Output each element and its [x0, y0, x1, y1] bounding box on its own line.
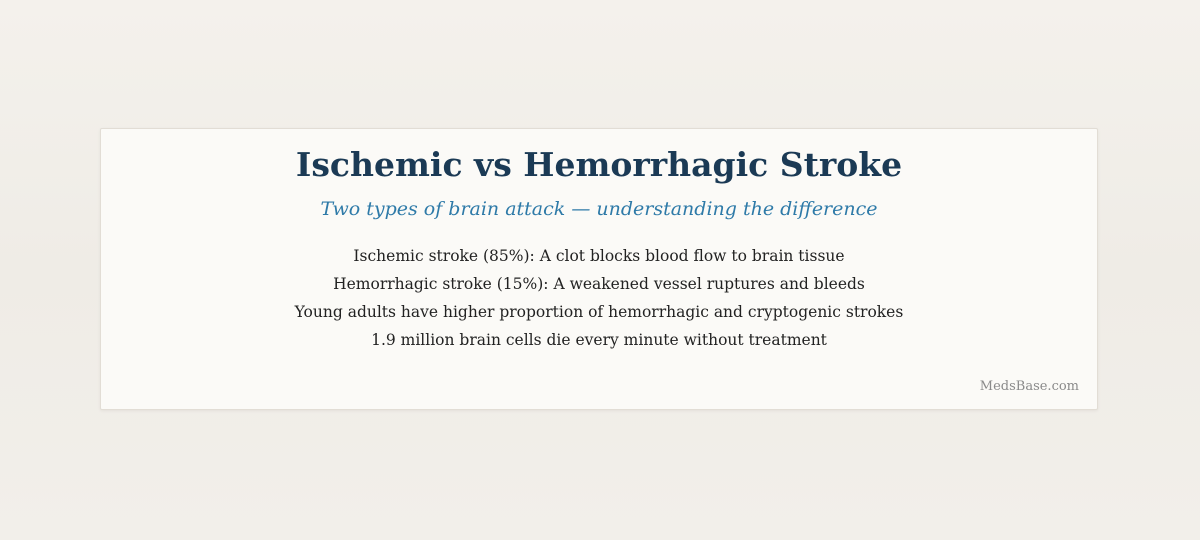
- card-title: Ischemic vs Hemorrhagic Stroke: [295, 145, 903, 184]
- card-subtitle: Two types of brain attack — understanding the difference: [320, 198, 878, 220]
- info-card: [100, 128, 1098, 410]
- source-credit: MedsBase.com: [979, 379, 1079, 394]
- fact-item-ischemic: Ischemic stroke (85%): A clot blocks blood flow to brain tissue: [353, 247, 845, 265]
- fact-item-brain-cells: 1.9 million brain cells die every minute without treatment: [371, 331, 827, 349]
- fact-item-hemorrhagic: Hemorrhagic stroke (15%): A weakened vessel ruptures and bleeds: [333, 275, 865, 293]
- fact-item-young-adults: Young adults have higher proportion of hemorrhagic and cryptogenic strokes: [294, 303, 904, 321]
- facts-list: [101, 242, 1097, 354]
